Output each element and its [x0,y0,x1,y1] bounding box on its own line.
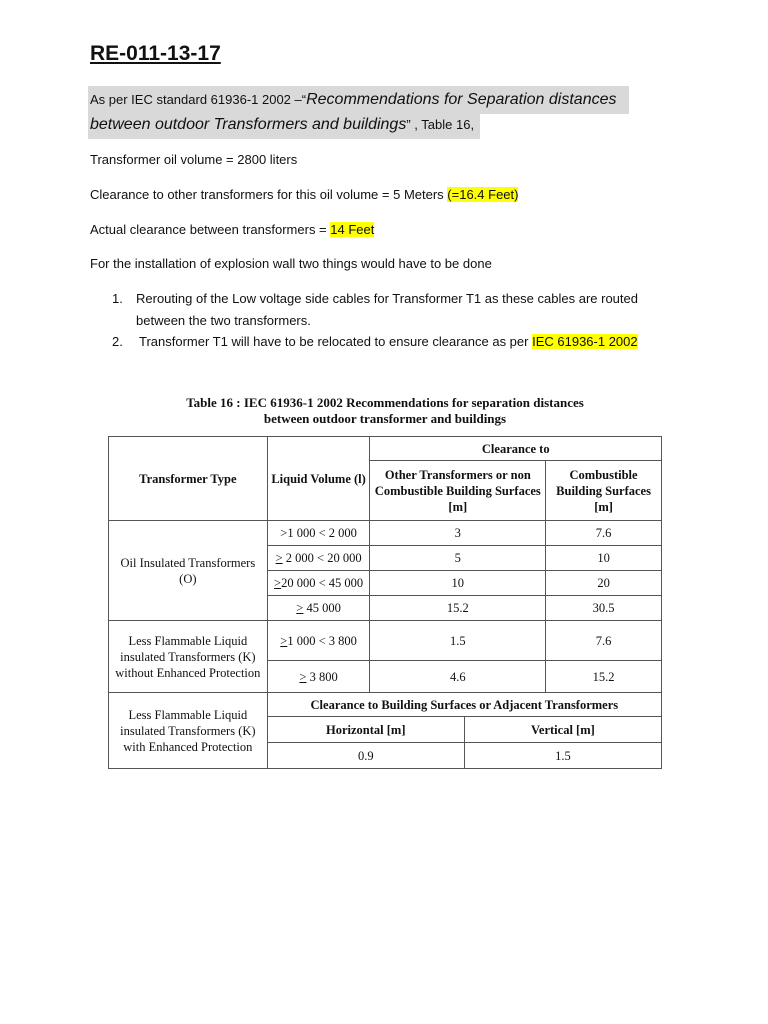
oil-row-4-volume-text: 45 000 [303,601,341,615]
table-header-row-1 [109,437,662,461]
clearance-feet-highlight: (=16.4 Feet) [447,187,519,202]
explosion-wall-line: For the installation of explosion wall two things would have to be done [90,256,492,271]
oil-row-1-other: 3 [370,521,546,546]
table-title [108,395,662,427]
oil-row-3-volume-text: 20 000 < 45 000 [281,576,364,590]
header-transformer-type: Transformer Type [109,437,268,521]
oil-row-2-volume-text: 2 000 < 20 000 [282,551,362,565]
less-flammable-type-cell: Less Flammable Liquid insulated Transformers (K) without Enhanced Protection [109,621,268,693]
oil-insulated-type-cell: Oil Insulated Transformers (O) [109,521,268,621]
list-item-2-number: 2. [112,334,123,349]
enhanced-clearance-header: Clearance to Building Surfaces or Adjacent Transformers [267,693,661,717]
separation-distance-table [108,436,662,769]
intro-trailing: , [470,117,475,132]
lf-row-2-geq: > [299,669,307,684]
vertical-value: 1.5 [555,748,571,763]
oil-row-3-geq: > [274,576,282,590]
intro-prefix: As per IEC standard 61936-1 2002 –“ [90,92,307,107]
table-row [109,521,662,546]
oil-row-2-other: 5 [370,546,546,571]
list-item-1-line-2: between the two transformers. [136,313,311,328]
lf-row-1-volume [267,621,370,661]
oil-row-1-volume [267,521,370,546]
intro-title-part2: between outdoor Transformers and buildings [90,116,407,133]
oil-row-4-geq: > [296,601,304,615]
intro-line-2 [90,111,474,139]
enhanced-type-cell: Less Flammable Liquid insulated Transformers (K) with Enhanced Protection [109,693,268,769]
oil-row-2-combustible: 10 [546,546,662,571]
oil-row-4-combustible: 30.5 [546,596,662,621]
oil-row-1-volume-text: >1 000 < 2 000 [280,526,357,540]
lf-row-2-other: 4.6 [370,661,546,693]
actual-clearance-line [90,222,374,237]
oil-row-1-combustible: 7.6 [546,521,662,546]
intro-title-part1: Recommendations for Separation distances [306,91,617,108]
lf-row-1-volume-text: 1 000 < 3 800 [287,633,357,648]
oil-row-2-geq: > [275,551,283,565]
table-row [109,693,662,717]
oil-row-2-volume [267,546,370,571]
clearance-line [90,187,518,202]
list-item-1-line-1: Rerouting of the Low voltage side cables for Transformer T1 as these cables are routed [136,291,638,306]
document-id: RE-011-13-17 [90,42,221,65]
lf-row-1-geq: > [280,633,288,648]
lf-row-2-volume-text: 3 800 [306,669,338,684]
list-item-2-text: Transformer T1 will have to be relocated to ensure clearance as per [139,334,533,349]
lf-row-1-other: 1.5 [370,621,546,661]
lf-row-1-combustible: 7.6 [546,621,662,661]
table-row [109,621,662,661]
list-item-2-highlight: IEC 61936-1 2002 [532,334,638,349]
vertical-label: Vertical [m] [531,722,595,737]
table-title-line-1: Table 16 : IEC 61936-1 2002 Recommendations for separation distances [186,395,584,410]
horizontal-label: Horizontal [m] [268,717,465,742]
intro-suffix: , Table 16 [410,117,471,132]
enhanced-labels-table [268,717,661,742]
oil-row-3-volume [267,571,370,596]
lf-row-2-combustible: 15.2 [546,661,662,693]
oil-volume-line: Transformer oil volume = 2800 liters [90,152,298,167]
intro-close-quote: ” [406,117,411,132]
list-item-2 [139,334,638,349]
enhanced-labels-cell [267,717,661,743]
actual-clearance-text: Actual clearance between transformers = [90,222,331,237]
clearance-text: Clearance to other transformers for this oil volume = 5 Meters [90,187,448,202]
table-title-line-2: between outdoor transformer and buildings [263,411,507,426]
oil-row-3-other: 10 [370,571,546,596]
header-other-transformers: Other Transformers or non Combustible Building Surfaces [m] [370,461,546,521]
header-combustible: Combustible Building Surfaces [m] [546,461,662,521]
oil-row-3-combustible: 20 [546,571,662,596]
lf-row-2-volume [267,661,370,693]
oil-row-4-volume [267,596,370,621]
enhanced-values-table [268,743,661,768]
intro-line-1 [90,86,616,114]
header-clearance-to: Clearance to [370,437,662,461]
enhanced-values-cell [267,743,661,769]
header-liquid-volume: Liquid Volume (l) [267,437,370,521]
list-item-1-number: 1. [112,291,123,306]
actual-clearance-highlight: 14 Feet [330,222,375,237]
horizontal-value: 0.9 [268,743,465,768]
oil-row-4-other: 15.2 [370,596,546,621]
